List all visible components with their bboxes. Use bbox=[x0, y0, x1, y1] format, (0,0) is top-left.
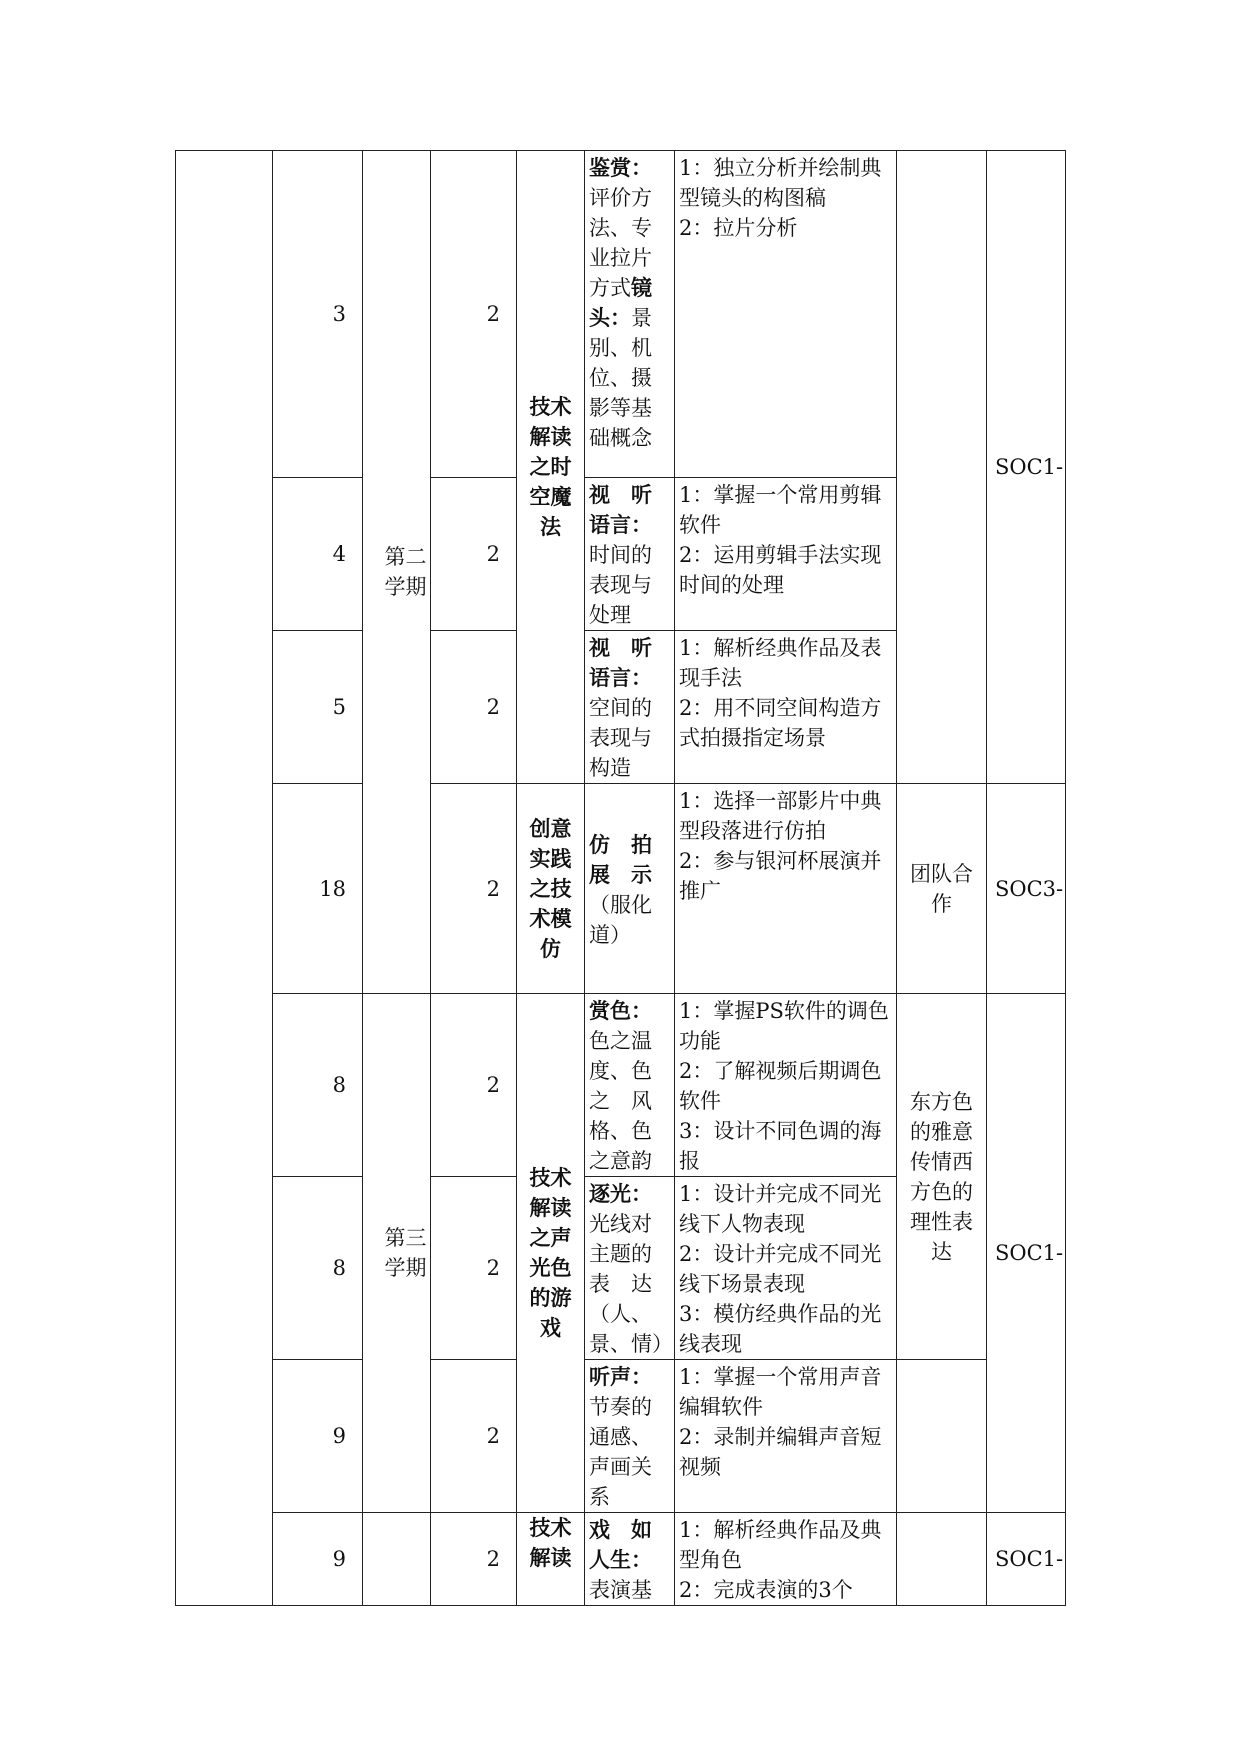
week-cell: 8 bbox=[273, 994, 363, 1177]
task-cell bbox=[675, 994, 897, 1177]
method-cell bbox=[897, 151, 987, 784]
task-item: 1：掌握一个常用剪辑软件 bbox=[679, 483, 882, 537]
content-title: 听声： bbox=[589, 1364, 652, 1389]
hours-cell: 2 bbox=[431, 1177, 517, 1360]
code-cell: SOC1- bbox=[987, 151, 1066, 784]
content-cell bbox=[585, 631, 675, 784]
task-item: 3：设计不同色调的海报 bbox=[679, 1119, 882, 1173]
table-row bbox=[176, 994, 1066, 1177]
content-cell bbox=[585, 478, 675, 631]
content-title: 鉴赏： bbox=[589, 155, 652, 180]
week-cell: 9 bbox=[273, 1513, 363, 1606]
semester-label: 第三学期 bbox=[384, 1226, 427, 1280]
task-item: 3：模仿经典作品的光线表现 bbox=[679, 1302, 882, 1356]
task-cell bbox=[675, 1513, 897, 1606]
task-item: 2：用不同空间构造方式拍摄指定场景 bbox=[679, 696, 882, 750]
method-cell bbox=[897, 1360, 987, 1513]
content-cell bbox=[585, 784, 675, 994]
task-item: 1：解析经典作品及表现手法 bbox=[679, 636, 882, 690]
week-cell: 9 bbox=[273, 1360, 363, 1513]
code-cell: SOC3- bbox=[987, 784, 1066, 994]
content-body: 色之温度、色之 风格、色之意韵 bbox=[589, 1029, 652, 1173]
task-cell bbox=[675, 1177, 897, 1360]
content-title: 视 听语言： bbox=[589, 482, 652, 537]
table-row bbox=[176, 1360, 1066, 1513]
content-body: 景别、机位、摄影等基础概念 bbox=[589, 306, 652, 450]
semester-label: 第二学期 bbox=[384, 545, 427, 599]
week-cell: 4 bbox=[273, 478, 363, 631]
table-row bbox=[176, 784, 1066, 994]
task-item: 2：参与银河杯展演并推广 bbox=[679, 849, 882, 903]
content-title: 视 听语言： bbox=[589, 635, 652, 690]
week-cell: 8 bbox=[273, 1177, 363, 1360]
task-item: 2：设计并完成不同光线下场景表现 bbox=[679, 1242, 882, 1296]
topic-cell: 技术解读 bbox=[517, 1513, 585, 1606]
task-item: 1：独立分析并绘制典型镜头的构图稿 bbox=[679, 156, 882, 210]
method-cell: 东方色的雅意传情西方色的理性表达 bbox=[897, 994, 987, 1360]
content-body: （服化道） bbox=[589, 892, 652, 947]
content-cell bbox=[585, 1177, 675, 1360]
semester-cell bbox=[363, 151, 431, 994]
content-cell bbox=[585, 994, 675, 1177]
task-item: 1：解析经典作品及典型角色 bbox=[679, 1518, 882, 1572]
week-cell: 3 bbox=[273, 151, 363, 478]
blank-column-cell bbox=[176, 151, 273, 1606]
task-cell bbox=[675, 478, 897, 631]
week-cell: 5 bbox=[273, 631, 363, 784]
topic-cell: 技术解读之声光色的游戏 bbox=[517, 994, 585, 1513]
content-body: 节奏的通感、声画关系 bbox=[589, 1395, 652, 1509]
content-body: 表演基 bbox=[589, 1578, 652, 1602]
course-schedule-table bbox=[175, 150, 1066, 1606]
task-item: 2：运用剪辑手法实现时间的处理 bbox=[679, 543, 882, 597]
topic-cell: 创意实践之技术模仿 bbox=[517, 784, 585, 994]
task-item: 1：掌握一个常用声音编辑软件 bbox=[679, 1365, 882, 1419]
content-body: 时间的表现与处理 bbox=[589, 543, 652, 627]
task-item: 1：设计并完成不同光线下人物表现 bbox=[679, 1182, 882, 1236]
content-body: 评价方法、专业拉片方式 bbox=[589, 186, 652, 300]
hours-cell: 2 bbox=[431, 994, 517, 1177]
task-item: 2：录制并编辑声音短视频 bbox=[679, 1425, 882, 1479]
content-cell bbox=[585, 151, 675, 478]
content-title: 赏色： bbox=[589, 998, 652, 1023]
semester-cell bbox=[363, 1513, 431, 1606]
hours-cell: 2 bbox=[431, 1360, 517, 1513]
task-cell bbox=[675, 631, 897, 784]
week-cell: 18 bbox=[273, 784, 363, 994]
semester-cell bbox=[363, 994, 431, 1513]
task-item: 1：掌握PS软件的调色功能 bbox=[679, 999, 889, 1053]
content-title: 戏 如人生： bbox=[589, 1517, 652, 1572]
hours-cell: 2 bbox=[431, 478, 517, 631]
code-cell: SOC1- bbox=[987, 994, 1066, 1513]
hours-cell: 2 bbox=[431, 631, 517, 784]
content-title: 仿 拍展 示 bbox=[589, 831, 652, 887]
topic-cell: 技术解读之时空魔法 bbox=[517, 151, 585, 784]
content-body: 空间的表现与构造 bbox=[589, 696, 652, 780]
method-cell: 团队合作 bbox=[897, 784, 987, 994]
code-cell: SOC1- bbox=[987, 1513, 1066, 1606]
content-title: 镜头： bbox=[589, 275, 652, 330]
hours-cell: 2 bbox=[431, 784, 517, 994]
table-row bbox=[176, 1513, 1066, 1606]
content-body: 光线对主题的表 达（人、景、情） bbox=[589, 1212, 673, 1356]
hours-cell: 2 bbox=[431, 151, 517, 478]
content-title: 逐光： bbox=[589, 1181, 652, 1206]
task-cell bbox=[675, 151, 897, 478]
task-item: 2：拉片分析 bbox=[679, 216, 798, 240]
table-row bbox=[176, 151, 1066, 478]
task-cell bbox=[675, 1360, 897, 1513]
task-cell bbox=[675, 784, 897, 994]
content-cell bbox=[585, 1360, 675, 1513]
task-item: 1：选择一部影片中典型段落进行仿拍 bbox=[679, 789, 882, 843]
hours-cell: 2 bbox=[431, 1513, 517, 1606]
content-cell bbox=[585, 1513, 675, 1606]
method-cell bbox=[897, 1513, 987, 1606]
task-item: 2：了解视频后期调色软件 bbox=[679, 1059, 882, 1113]
task-item: 2：完成表演的3个 bbox=[679, 1578, 853, 1602]
